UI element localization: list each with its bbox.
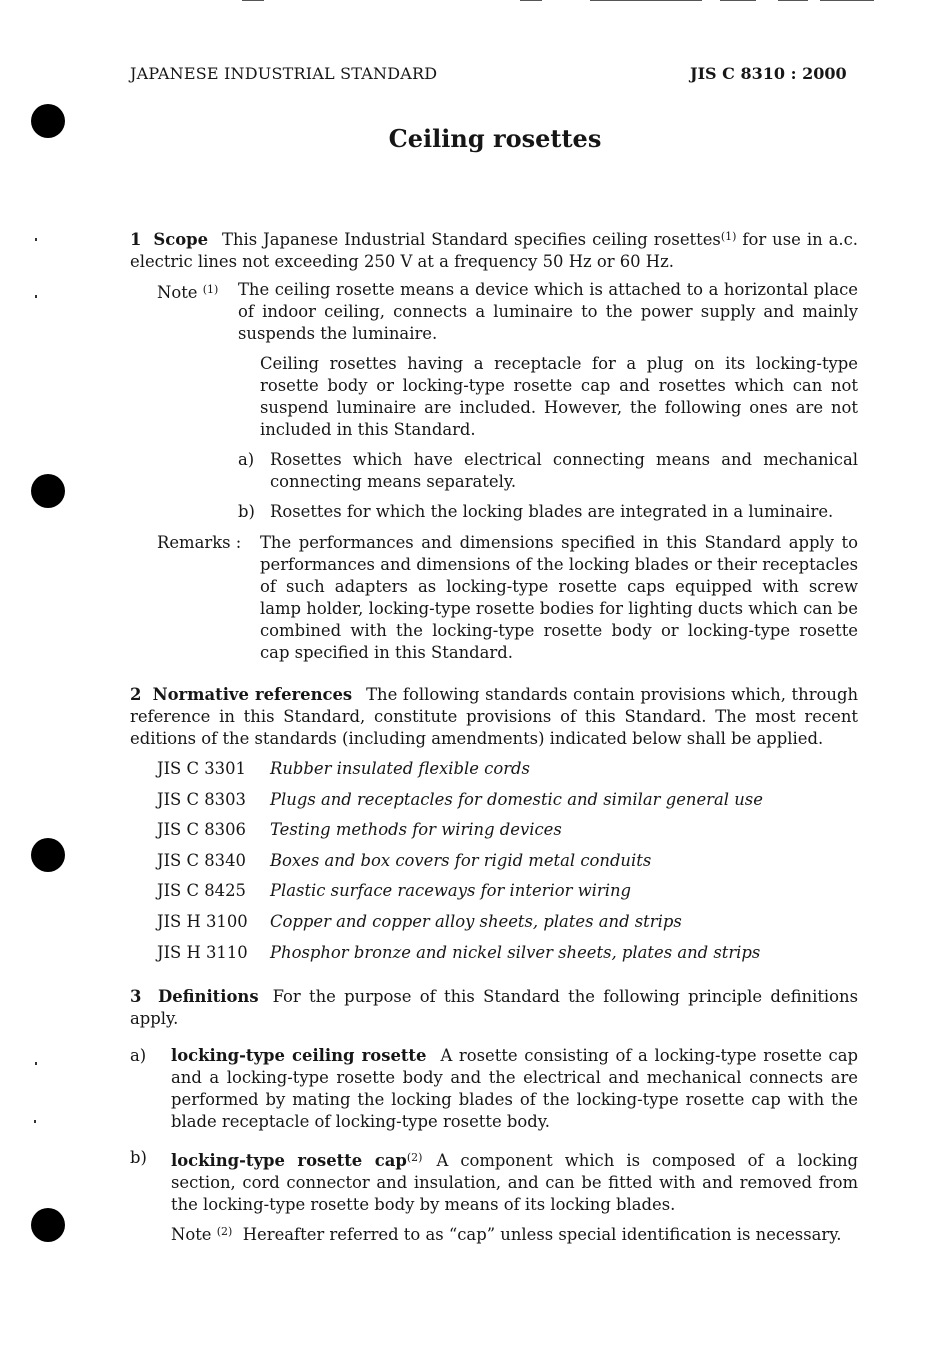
binder-hole	[31, 1208, 65, 1242]
reference-code: JIS C 8303	[157, 790, 246, 809]
reference-code: JIS C 8340	[157, 851, 246, 870]
reference-title: Testing methods for wiring devices	[270, 820, 562, 839]
definition-label: a)	[130, 1046, 147, 1065]
definitions-note	[171, 1221, 861, 1246]
footnote-ref: (2)	[216, 1225, 233, 1238]
note-label: Note $^{(1)}$	[157, 283, 219, 302]
reference-title: Plastic surface raceways for interior wiring	[270, 881, 632, 900]
reference-code: JIS C 3301	[157, 759, 246, 778]
reference-code: JIS C 8306	[157, 820, 246, 839]
scope-text: for use in a.c. electric lines not exceeding 250 V at a frequency 50 Hz or 60 Hz.	[130, 230, 858, 271]
reference-title: Phosphor bronze and nickel silver sheets, plates and strips	[270, 943, 761, 962]
normative-text: The following standards contain provisions which, through reference in this Standard, constitute provisions of this Standard. The most recent editions of the standards (including amendments) indicated below shall be applied.	[130, 685, 858, 748]
section-definitions-paragraph	[130, 986, 858, 1030]
header-standard-number: JIS C 8310 : 2000	[690, 64, 847, 83]
reference-title: Copper and copper alloy sheets, plates and strips	[270, 912, 682, 931]
section-normative-paragraph	[130, 684, 858, 750]
note-continuation: Ceiling rosettes having a receptacle for a plug on its locking-type rosette body or locking-type rosette cap and rosettes which can not suspend luminaire are included. However, the following ones are not included in this Standard.	[260, 354, 858, 439]
note-text: The ceiling rosette means a device which is attached to a horizontal place of indoor ceiling, connects a luminaire to the power supply and mainly suspends the luminaire.	[238, 280, 858, 343]
section-number: 3	[130, 987, 142, 1006]
list-item-label: b)	[238, 502, 255, 521]
list-item-label: a)	[238, 450, 255, 469]
section-number: 2	[130, 685, 142, 704]
section-scope-paragraph	[130, 226, 858, 273]
section-heading: Scope	[153, 230, 209, 249]
reference-title: Boxes and box covers for rigid metal conduits	[270, 851, 652, 870]
definition-label: b)	[130, 1148, 147, 1167]
definition-text: A component which is composed of a locking section, cord connector and insulation, and can be fitted with and removed from the locking-type rosette body by means of its locking blades.	[171, 1151, 858, 1214]
reference-title: Rubber insulated flexible cords	[270, 759, 530, 778]
remarks-text: The performances and dimensions specified in this Standard apply to performances and dimensions of the locking blades or their receptacles of such adapters as locking-type rosette caps equipped with screw lamp holder, locking-type rosette bodies for lighting ducts which can be combined with the locking-type rosette body or locking-type rosette cap specified in this Standard.	[260, 533, 858, 662]
binder-hole	[31, 838, 65, 872]
header-standard-name: JAPANESE INDUSTRIAL STANDARD	[130, 64, 438, 83]
definition-item	[171, 1147, 858, 1216]
section-heading: Definitions	[157, 987, 259, 1006]
reference-code: JIS H 3100	[157, 912, 248, 931]
remarks-label: Remarks :	[157, 533, 242, 552]
page-title: Ceiling rosettes	[388, 124, 602, 153]
list-item-text: Rosettes which have electrical connecting means and mechanical connecting means separately.	[270, 450, 858, 491]
note-text: Hereafter referred to as “cap” unless special identification is necessary.	[242, 1225, 842, 1244]
list-item-text: Rosettes for which the locking blades are integrated in a luminaire.	[270, 502, 834, 521]
scope-text: This Japanese Industrial Standard specifies ceiling rosettes	[222, 230, 721, 249]
section-number: 1	[130, 230, 142, 249]
reference-title: Plugs and receptacles for domestic and similar general use	[270, 790, 763, 809]
footnote-ref: (1)	[720, 230, 737, 243]
definition-item	[171, 1045, 858, 1133]
section-heading: Normative references	[152, 685, 353, 704]
definition-term: locking-type ceiling rosette	[171, 1046, 427, 1065]
reference-code: JIS C 8425	[157, 881, 246, 900]
binder-hole	[31, 474, 65, 508]
definition-term: locking-type rosette cap	[171, 1151, 407, 1170]
definitions-text: For the purpose of this Standard the following principle definitions apply.	[130, 987, 858, 1028]
reference-code: JIS H 3110	[157, 943, 248, 962]
note-label: Note	[171, 1225, 212, 1244]
footnote-ref: (2)	[406, 1151, 423, 1164]
definition-text: A rosette consisting of a locking-type rosette cap and a locking-type rosette body and the electrical and mechanical connects are performed by mating the locking blades of the locking-type rosette cap with the blade receptacle of locking-type rosette body.	[171, 1046, 858, 1131]
